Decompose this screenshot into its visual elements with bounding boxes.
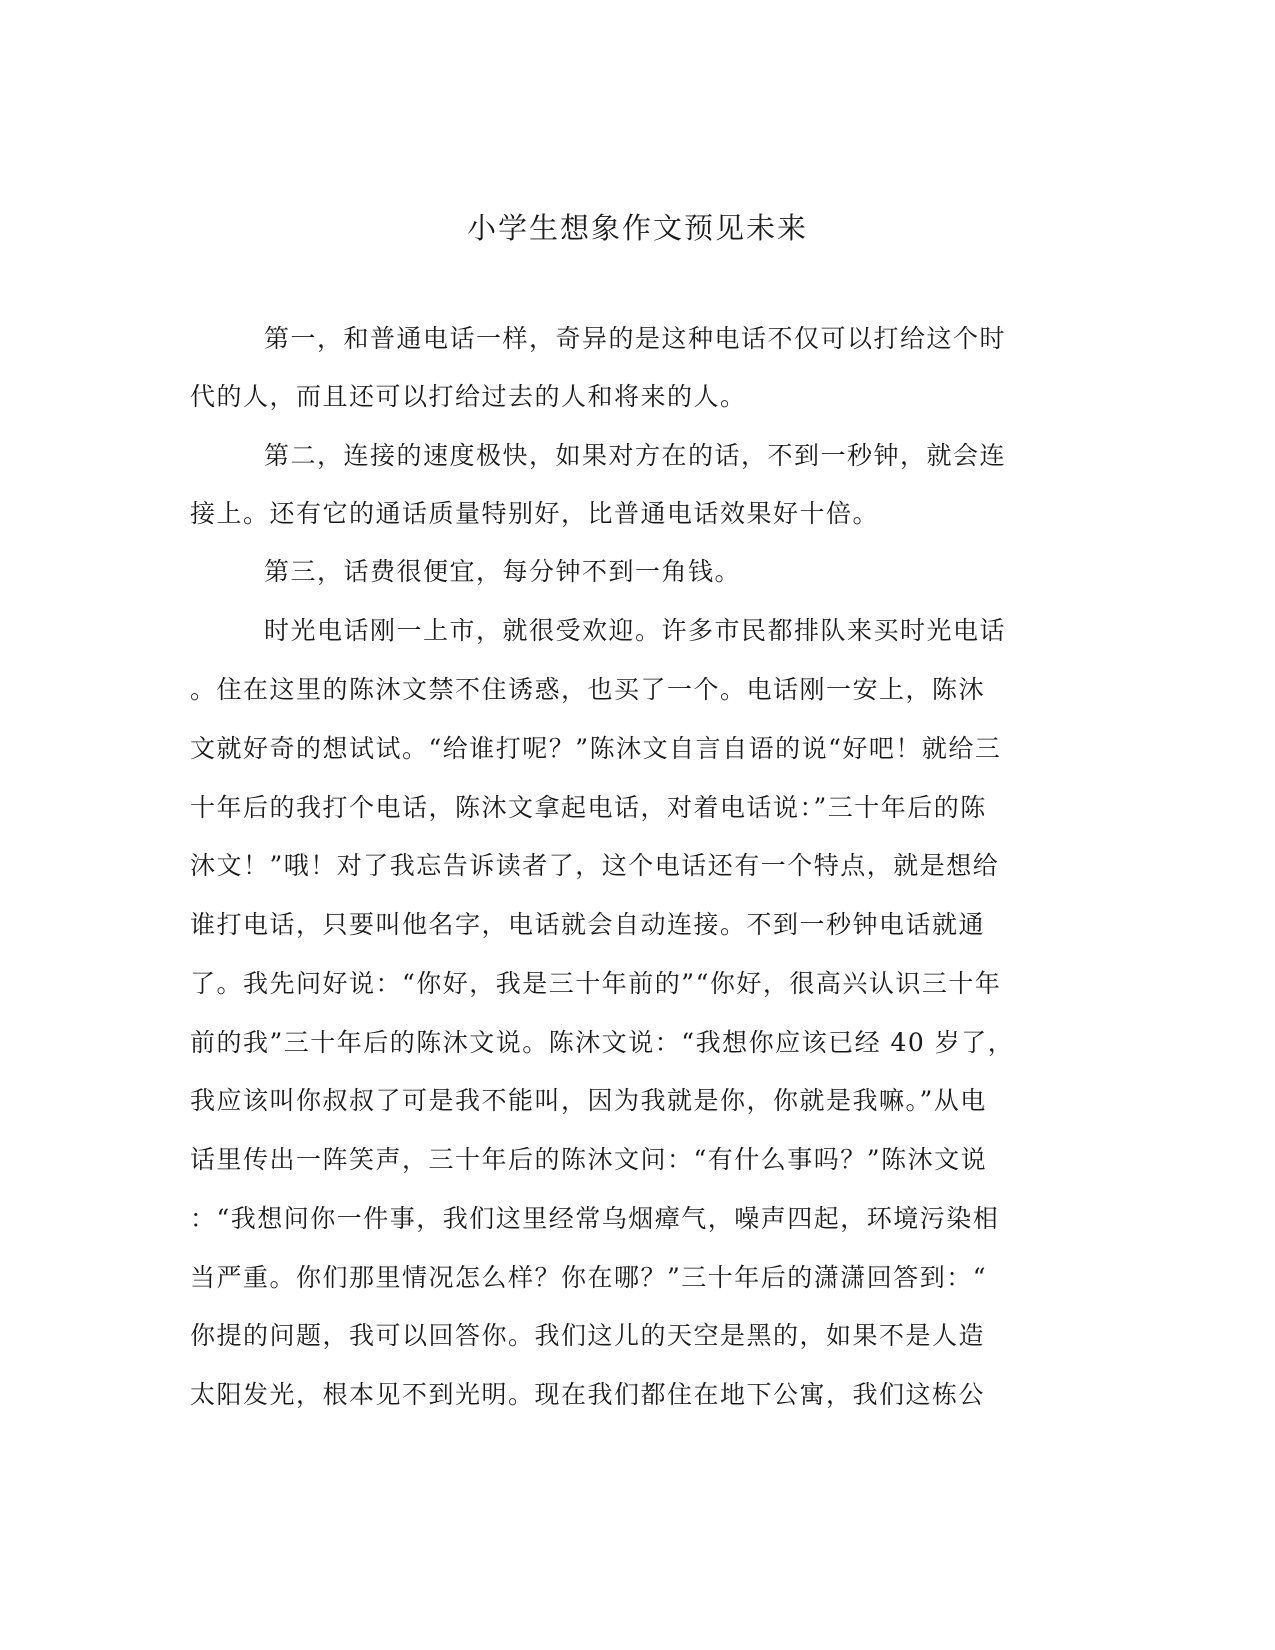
paragraph-line: 话里传出一阵笑声，三十年后的陈沐文问：“有什么事吗？”陈沐文说 xyxy=(190,1145,988,1174)
paragraph-line: 沐文！”哦！对了我忘告诉读者了，这个电话还有一个特点，就是想给 xyxy=(190,851,1000,880)
paragraph-line: 十年后的我打个电话，陈沐文拿起电话，对着电话说：”三十年后的陈 xyxy=(190,793,987,822)
paragraph-line: ：“我想问你一件事，我们这里经常乌烟瘴气，噪声四起，环境污染相 xyxy=(190,1204,1000,1233)
paragraph-line: 代的人，而且还可以打给过去的人和将来的人。 xyxy=(190,382,747,411)
paragraph-line: 文就好奇的想试试。“给谁打呢？”陈沐文自言自语的说“好吧！就给三 xyxy=(190,734,1002,763)
paragraph-line: 谁打电话，只要叫他名字，电话就会自动连接。不到一秒钟电话就通 xyxy=(190,910,986,939)
paragraph-line: 了。我先问好说：“你好，我是三十年前的”“你好，很高兴认识三十年 xyxy=(190,969,1002,998)
paragraph-line: 第三，话费很便宜，每分钟不到一角钱。 xyxy=(264,557,742,586)
paragraph-line: 第一，和普通电话一样，奇异的是这种电话不仅可以打给这个时 xyxy=(264,324,1007,353)
paragraph-line: 前的我”三十年后的陈沐文说。陈沐文说：“我想你应该已经 40 岁了， xyxy=(190,1028,1015,1057)
paragraph-line: 第二，连接的速度极快，如果对方在的话，不到一秒钟，就会连 xyxy=(264,441,1007,470)
document-title: 小学生想象作文预见未来 xyxy=(466,211,808,245)
paragraph-line: 。住在这里的陈沐文禁不住诱惑，也买了一个。电话刚一安上，陈沐 xyxy=(190,675,986,704)
paragraph-line: 我应该叫你叔叔了可是我不能叫，因为我就是你，你就是我嘛。”从电 xyxy=(190,1086,987,1115)
paragraph-line: 时光电话刚一上市，就很受欢迎。许多市民都排队来买时光电话 xyxy=(264,616,1007,645)
paragraph-line: 你提的问题，我可以回答你。我们这儿的天空是黑的，如果不是人造 xyxy=(190,1321,986,1350)
paragraph-line: 接上。还有它的通话质量特别好，比普通电话效果好十倍。 xyxy=(190,499,880,528)
paragraph-line: 当严重。你们那里情况怎么样？你在哪？”三十年后的潇潇回答到：“ xyxy=(190,1263,988,1292)
paragraph-line: 太阳发光，根本见不到光明。现在我们都住在地下公寓，我们这栋公 xyxy=(190,1380,986,1409)
